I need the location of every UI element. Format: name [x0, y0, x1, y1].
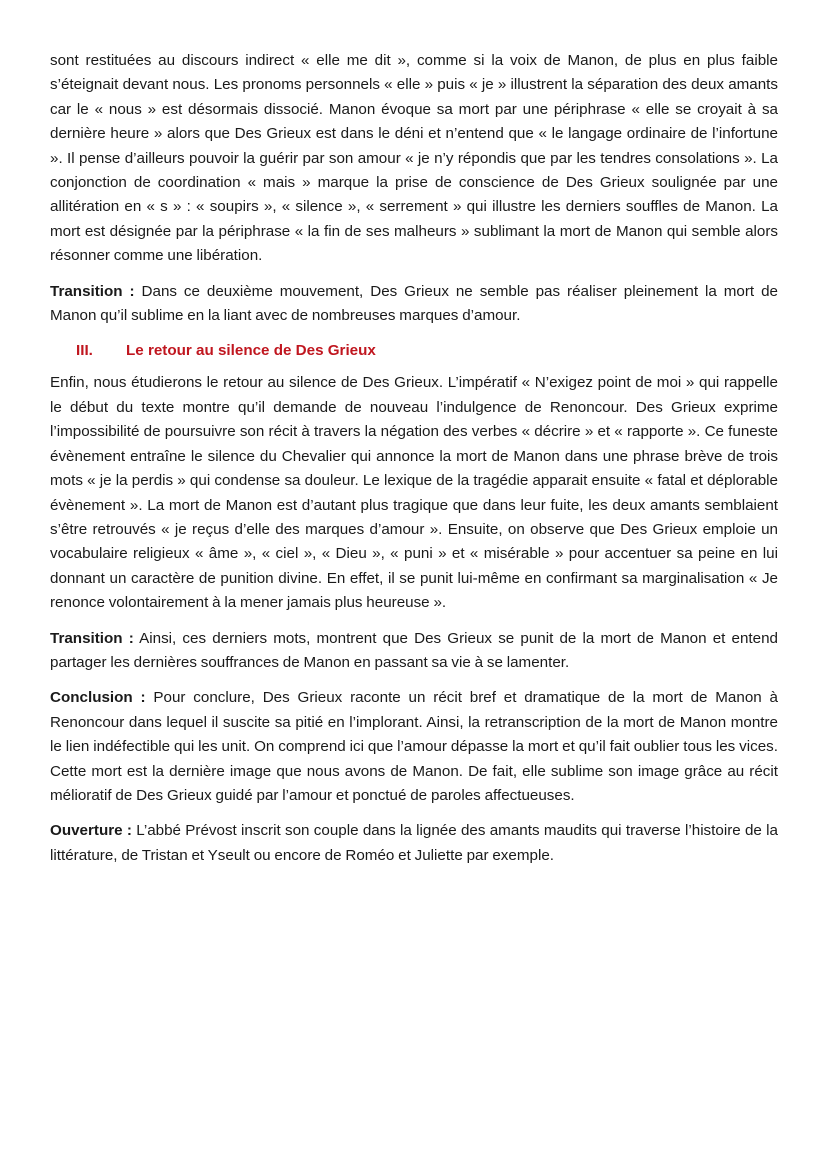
section-number: III.	[76, 342, 93, 360]
transition-paragraph-2	[50, 627, 778, 676]
transition-label: Transition :	[50, 282, 135, 300]
conclusion-text: Pour conclure, Des Grieux raconte un récit bref et dramatique de la mort de Manon à Renoncour dans lequel il suscite sa pitié en l’implorant. Ainsi, la retranscription de la mort de Manon montre le lien indéfectible qui les unit. On comprend ici que l’amour dépasse la mort et qu’il fait oublier tous les vices. Cette mort est la dernière image que nous avons de Manon. De fait, elle sublime son image grâce au récit mélioratif de Des Grieux guidé par l’amour et ponctué de paroles affectueuses.	[50, 689, 778, 804]
ouverture-text: L’abbé Prévost inscrit son couple dans la lignée des amants maudits qui traverse l’histoire de la littérature, de Tristan et Yseult ou encore de Roméo et Juliette par exemple.	[50, 822, 778, 864]
paragraph-section-3: Enfin, nous étudierons le retour au silence de Des Grieux. L’impératif « N’exigez point de moi » qui rappelle le début du texte montre qu’il demande de nouveau l’indulgence de Renoncour. Des Grieux exprime l’impossibilité de poursuivre son récit à travers la négation des verbes « décrire » et « rapporte ». Ce funeste évènement entraîne le silence du Chevalier qui annonce la mort de Manon dans une phrase brève de trois mots « je la perdis » qui condense sa douleur. Le lexique de la tragédie apparait ensuite « fatal et déplorable évènement ». La mort de Manon est d’autant plus tragique que dans leur fuite, les deux amants semblaient s’être retrouvés « je reçus d’elle des marques d’amour ». Ensuite, on observe que Des Grieux emploie un vocabulaire religieux « âme », « ciel », « Dieu », « puni » et « misérable » pour accentuer sa peine en lui donnant un caractère de punition divine. En effet, il se punit lui-même en confirmant sa marginalisation « Je renonce volontairement à la mener jamais plus heureuse ».	[50, 374, 778, 612]
paragraph-intro-continuation: sont restituées au discours indirect « elle me dit », comme si la voix de Manon, de plus en plus faible s’éteignait devant nous. Les pronoms personnels « elle » puis « je » illustrent la séparation des deux amants car le « nous » est désormais dissocié. Manon évoque sa mort par une périphrase « elle se croyait à sa dernière heure » alors que Des Grieux est dans le déni et n’entend que « le langage ordinaire de l’infortune ». Il pense d’ailleurs pouvoir la guérir par son amour « je n’y répondis que par les tendres consolations ». La conjonction de coordination « mais » marque la prise de conscience de Des Grieux soulignée par une allitération en « s » : « soupirs », « silence », « serrement » qui illustre les derniers souffles de Manon. La mort est désignée par la périphrase « la fin de ses malheurs » sublimant la mort de Manon qui semble alors résonner comme une libération.	[50, 52, 778, 265]
transition-label: Transition :	[50, 629, 134, 647]
transition-text: Dans ce deuxième mouvement, Des Grieux ne semble pas réaliser pleinement la mort de Manon qu’il sublime en la liant avec de nombreuses marques d’amour.	[50, 282, 778, 325]
transition-paragraph-1	[50, 280, 778, 329]
section-title: Le retour au silence de Des Grieux	[126, 342, 376, 360]
ouverture-paragraph	[50, 819, 778, 868]
section-heading-3	[50, 339, 778, 363]
conclusion-label: Conclusion :	[50, 689, 146, 707]
conclusion-paragraph	[50, 686, 778, 808]
ouverture-label: Ouverture :	[50, 822, 132, 840]
transition-text: Ainsi, ces derniers mots, montrent que Des Grieux se punit de la mort de Manon et entend partager les dernières souffrances de Manon en passant sa vie à se lamenter.	[50, 629, 778, 671]
